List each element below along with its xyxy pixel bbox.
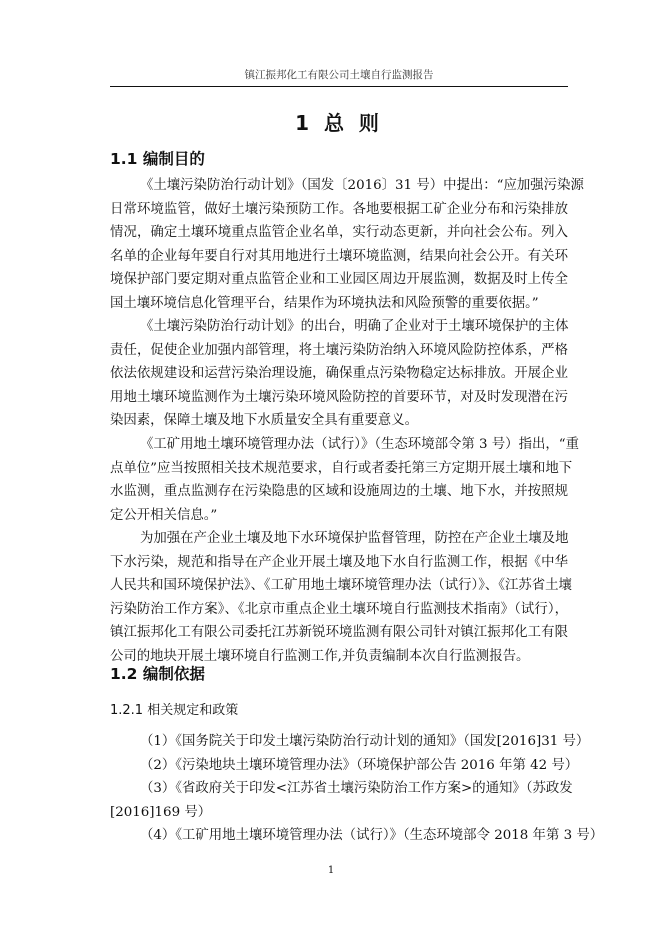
- reference-item: [110, 824, 604, 848]
- text-line: 责任，促使企业加强内部管理，将土壤污染防治纳入环境风险防控体系，严格: [110, 342, 568, 358]
- text-line: 日常环境监管，做好土壤污染预防工作。各地要根据工矿企业分布和污染排放: [110, 201, 568, 217]
- text-line: 污染防治工作方案》、《北京市重点企业土壤环境自行监测技术指南》（试行），: [110, 601, 568, 617]
- text-line: （2）《污染地块土壤环境管理办法》（环境保护部公告 2016 年第 42 号）: [140, 757, 579, 773]
- page-header: 镇江振邦化工有限公司土壤自行监测报告: [244, 69, 434, 81]
- paragraph-1: [110, 174, 584, 315]
- text-line: （4）《工矿用地土壤环境管理办法（试行）》（生态环境部令 2018 年第 3 号）: [140, 828, 604, 843]
- text-line: 依法依规建设和运营污染治理设施，确保重点污染物稳定达标排放。开展企业: [110, 366, 568, 381]
- references-list: [110, 730, 604, 848]
- reference-item: [110, 777, 573, 824]
- text-line: （3）《省政府关于印发<江苏省土壤污染防治工作方案>的通知》（苏政发: [140, 781, 573, 796]
- text-line: 下水污染，规范和指导在产企业开展土壤及地下水自行监测工作，根据《中华: [110, 554, 568, 570]
- text-line: 镇江振邦化工有限公司委托江苏新锐环境监测有限公司针对镇江振邦化工有限: [110, 625, 568, 640]
- text-line: 《土壤污染防治行动计划》的出台，明确了企业对于土壤环境保护的主体: [140, 319, 569, 334]
- header-rule: [110, 86, 568, 87]
- text-line: 《工矿用地土壤环境管理办法（试行）》（生态环境部令第 3 号）指出，“重: [140, 437, 579, 452]
- section-heading-1-1: 1.1 编制目的: [110, 150, 205, 168]
- text-line: 点单位”应当按照相关技术规范要求，自行或者委托第三方定期开展土壤和地下: [110, 460, 573, 476]
- text-line: 情况，确定土壤环境重点监管企业名单，实行动态更新，并向社会公布。列入: [110, 225, 568, 240]
- text-line: 名单的企业每年要自行对其用地进行土壤环境监测，结果向社会公开。有关环: [110, 248, 568, 264]
- text-line: （1）《国务院关于印发土壤污染防治行动计划的通知》（国发[2016]31 号）: [140, 734, 590, 749]
- text-line: 为加强在产企业土壤及地下水环境保护监督管理，防控在产企业土壤及地: [140, 531, 569, 546]
- text-line: 定公开相关信息。”: [110, 507, 218, 523]
- paragraph-4: [110, 527, 572, 668]
- section-heading-1-2: 1.2 编制依据: [110, 665, 205, 683]
- text-line: 公司的地块开展土壤环境自行监测工作,并负责编制本次自行监测报告。: [110, 648, 530, 664]
- text-line: 用地土壤环境监测作为土壤污染环境风险防控的首要环节，对及时发现潜在污: [110, 389, 568, 405]
- chapter-title: 1 总 则: [295, 111, 383, 135]
- paragraph-2: [110, 315, 568, 433]
- text-line: 国土壤环境信息化管理平台，结果作为环境执法和风险预警的重要依据。”: [110, 295, 539, 311]
- text-line: 《土壤污染防治行动计划》（国发〔2016〕31 号）中提出：“应加强污染源: [140, 178, 584, 193]
- paragraph-3: [110, 433, 579, 527]
- text-line: 境保护部门要定期对重点监管企业和工业园区周边开展监测，数据及时上传全: [110, 272, 568, 287]
- text-line: [2016]169 号）: [110, 804, 212, 820]
- text-line: 水监测，重点监测存在污染隐患的区域和设施周边的土壤、地下水，并按照规: [110, 484, 568, 499]
- reference-item: [110, 754, 579, 778]
- page-number: 1: [327, 865, 335, 876]
- subsection-heading-1-2-1: 1.2.1 相关规定和政策: [110, 703, 239, 718]
- text-line: 染因素，保障土壤及地下水质量安全具有重要意义。: [110, 413, 418, 428]
- reference-item: [110, 730, 590, 754]
- text-line: 人民共和国环境保护法》、《工矿用地土壤环境管理办法（试行）》、《江苏省土壤: [110, 578, 572, 593]
